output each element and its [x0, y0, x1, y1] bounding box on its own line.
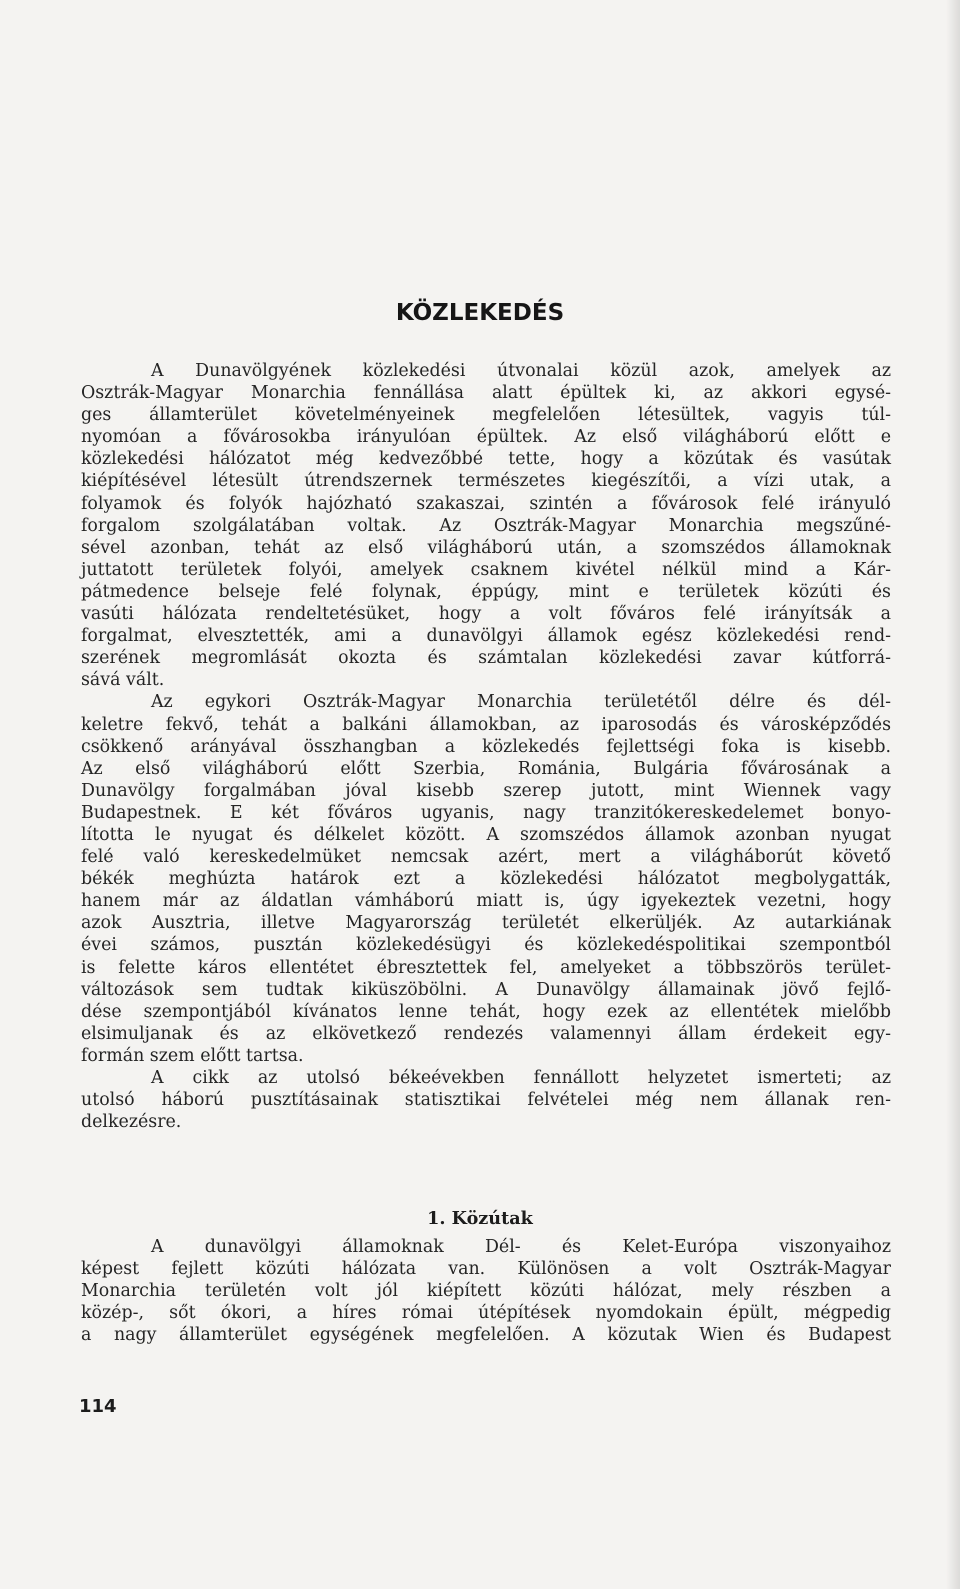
text-line: Osztrák-Magyar Monarchia fennállása alatt épültek ki, az akkori egysé-	[81, 383, 891, 404]
text-line: sává vált.	[81, 670, 165, 691]
text-line: utolsó háború pusztításainak statisztikai felvételei még nem állanak ren-	[81, 1090, 891, 1111]
text-line: ges államterület követelményeinek megfelelően létesültek, vagyis túl-	[81, 405, 891, 426]
text-line: is felette káros ellentétet ébresztettek fel, amelyeket a többszörös terület-	[81, 957, 891, 978]
page-number: 114	[79, 1396, 117, 1417]
text-line: Monarchia területén volt jól kiépített közúti hálózat, mely részben a	[81, 1281, 891, 1302]
text-line: forgalom szolgálatában voltak. Az Osztrák-Magyar Monarchia megszűné-	[81, 515, 891, 536]
text-line: forgalmat, elvesztették, ami a dunavölgyi államok egész közlekedési rend-	[81, 626, 891, 647]
text-line: változások sem tudtak kiküszöbölni. A Dunavölgy államainak jövő fejlő-	[81, 979, 891, 1000]
text-line: hanem már az áldatlan vámháború miatt is, úgy igyekeztek vezetni, hogy	[81, 891, 891, 912]
text-line: Budapestnek. E két főváros ugyanis, nagy tranzitókereskedelemet bonyo-	[81, 802, 891, 823]
text-line: folyamok és folyók hajózható szakaszai, szintén a fővárosok felé irányuló	[81, 493, 891, 514]
text-line: Az első világháború előtt Szerbia, Románia, Bulgária fővárosának a	[81, 758, 891, 779]
section-text	[81, 1236, 891, 1346]
text-line: elsimuljanak és az elkövetkező rendezés valamennyi állam érdekeit egy-	[81, 1023, 891, 1044]
text-line: vasúti hálózata rendeltetésüket, hogy a volt főváros felé irányítsák a	[81, 604, 891, 625]
text-line: Az egykori Osztrák-Magyar Monarchia területétől délre és dél-	[151, 692, 891, 713]
text-line: delkezésre.	[81, 1112, 182, 1133]
text-line: szerének megromlását okozta és számtalan közlekedési zavar kútforrá-	[81, 648, 891, 669]
text-line: dése szempontjából kívánatos lenne tehát, hogy ezek az ellentétek mielőbb	[81, 1001, 891, 1022]
intro-text	[81, 360, 891, 1133]
text-line: a nagy államterület egységének megfelelően. A közutak Wien és Budapest	[81, 1325, 891, 1346]
scan-page-edge	[946, 0, 960, 1589]
text-line: képest fejlett közúti hálózata van. Különösen a volt Osztrák-Magyar	[81, 1259, 891, 1280]
text-line: közép-, sőt ókori, a híres római útépítések nyomdokain épült, mégpedig	[81, 1303, 891, 1324]
section-heading: 1. Közútak	[427, 1208, 533, 1229]
text-line: kiépítésével létesült útrendszernek természetes kiegészítői, a vízi utak, a	[81, 471, 891, 492]
text-line: felé való kereskedelmüket nemcsak azért, mert a világháborút követő	[81, 847, 891, 868]
text-line: nyomóan a fővárosokba irányulóan épültek. Az első világháború előtt e	[81, 427, 891, 448]
text-line: lította le nyugat és délkelet között. A szomszédos államok azonban nyugat	[81, 824, 891, 845]
text-line: formán szem előtt tartsa.	[81, 1045, 304, 1066]
text-line: juttatott területek folyói, amelyek csaknem kivétel nélkül mind a Kár-	[81, 559, 891, 580]
text-line: keletre fekvő, tehát a balkáni államokban, az iparosodás és városképződés	[81, 714, 891, 735]
text-line: azok Ausztria, illetve Magyarország területét elkerüljék. Az autarkiának	[81, 913, 891, 934]
text-line: pátmedence belseje felé folynak, éppúgy, mint e területek közúti és	[81, 581, 891, 602]
text-line: Dunavölgy forgalmában jóval kisebb szerep jutott, mint Wiennek vagy	[81, 780, 891, 801]
text-line: csökkenő arányával összhangban a közlekedés fejlettségi foka is kisebb.	[81, 736, 891, 757]
text-line: A Dunavölgyének közlekedési útvonalai közül azok, amelyek az	[151, 361, 891, 381]
page-title: KÖZLEKEDÉS	[395, 300, 565, 326]
text-line: sével azonban, tehát az első világháború után, a szomszédos államoknak	[81, 537, 891, 558]
text-line: békék meghúzta határok ezt a közlekedési hálózatot megbolygatták,	[81, 869, 891, 890]
text-line: A dunavölgyi államoknak Dél- és Kelet-Európa viszonyaihoz	[151, 1237, 891, 1257]
text-line: közlekedési hálózatot még kedvezőbbé tette, hogy a közútak és vasútak	[81, 449, 891, 470]
text-line: évei számos, pusztán közlekedésügyi és közlekedéspolitikai szempontból	[81, 935, 891, 956]
text-line: A cikk az utolsó békeévekben fennállott helyzetet ismerteti; az	[151, 1068, 891, 1088]
